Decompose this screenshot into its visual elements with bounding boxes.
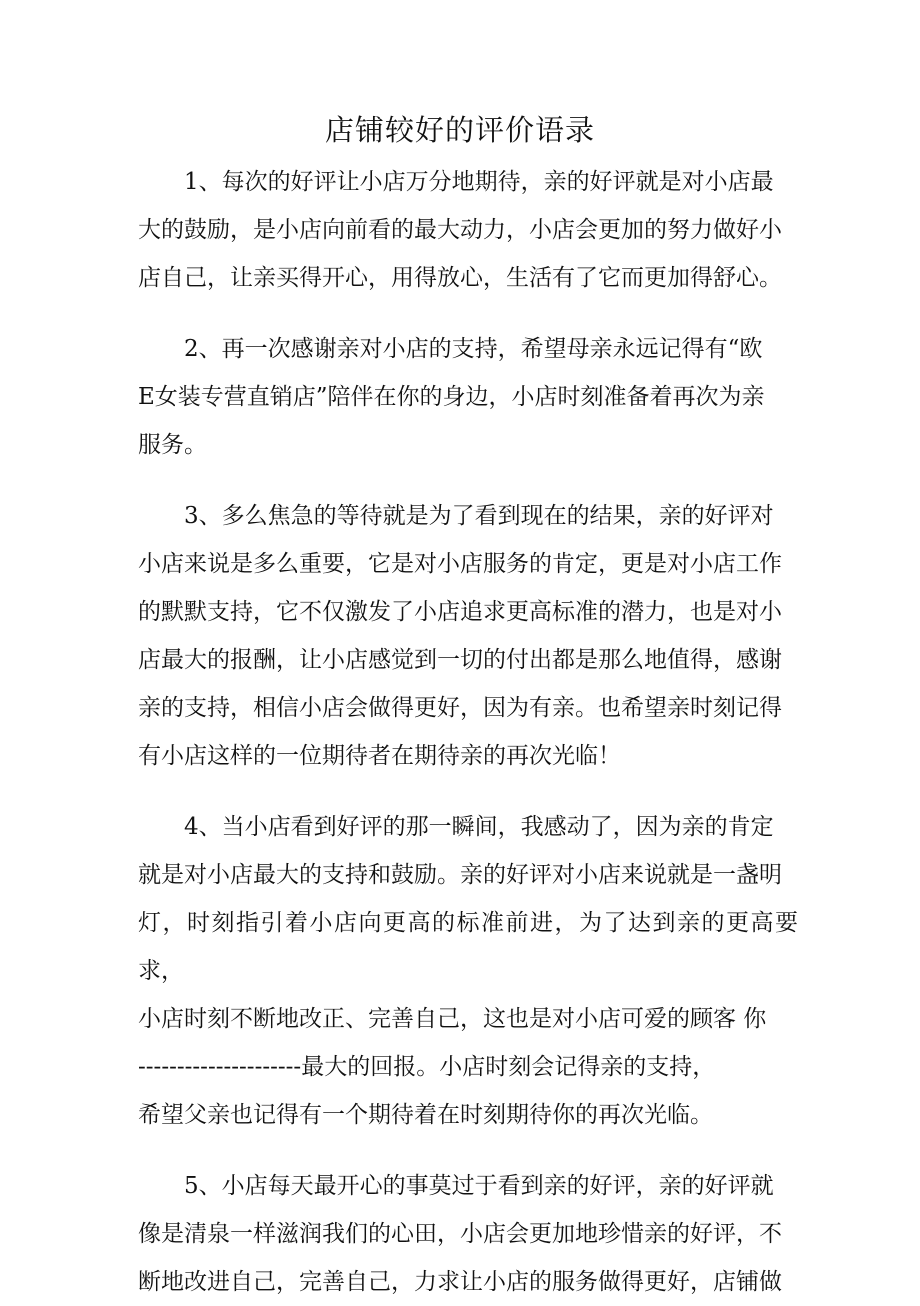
paragraph-3: 3、多么焦急的等待就是为了看到现在的结果，亲的好评对 小店来说是多么重要，它是对小店服务的肯定，更是对小店工作 的默默支持，它不仅激发了小店追求更高标准的潜力，也是对小 店最大的报酬，让小店感觉到一切的付出都是那么地值得，感谢 亲的支持，相信小店会做得更好，因为有亲。也希望亲时刻记得 有小店这样的一位期待者在期待亲的再次光临！ — [138, 503, 782, 769]
paragraph-4: 4、当小店看到好评的那一瞬间，我感动了，因为亲的肯定 就是对小店最大的支持和鼓励。亲的好评对小店来说就是一盏明 灯，时刻指引着小店向更高的标准前进，为了达到亲的更高要求， 小店时刻不断地改正、完善自己，这也是对小店可爱的顾客 你 ---------------------最大的回报。小店时刻会记得亲的支持， 希望父亲也记得有一个期待着在时刻期待你的再次光临。 — [138, 814, 798, 1128]
paragraph-2: 2、再一次感谢亲对小店的支持，希望母亲永远记得有“欧 E女装专营直销店”陪伴在你的身边，小店时刻准备着再次为亲 服务。 — [138, 336, 765, 458]
paragraph-5: 5、小店每天最开心的事莫过于看到亲的好评，亲的好评就 像是清泉一样滋润我们的心田，小店会更加地珍惜亲的好评，不 断地改进自己，完善自己，力求让小店的服务做得更好，店铺做 — [138, 1173, 782, 1295]
paragraph-1: 1、每次的好评让小店万分地期待，亲的好评就是对小店最 大的鼓励，是小店向前看的最大动力，小店会更加的努力做好小 店自己，让亲买得开心，用得放心，生活有了它而更加得舒心。 — [138, 169, 782, 291]
document-title: 店铺较好的评价语录 — [324, 113, 595, 147]
document-body — [138, 158, 798, 1306]
